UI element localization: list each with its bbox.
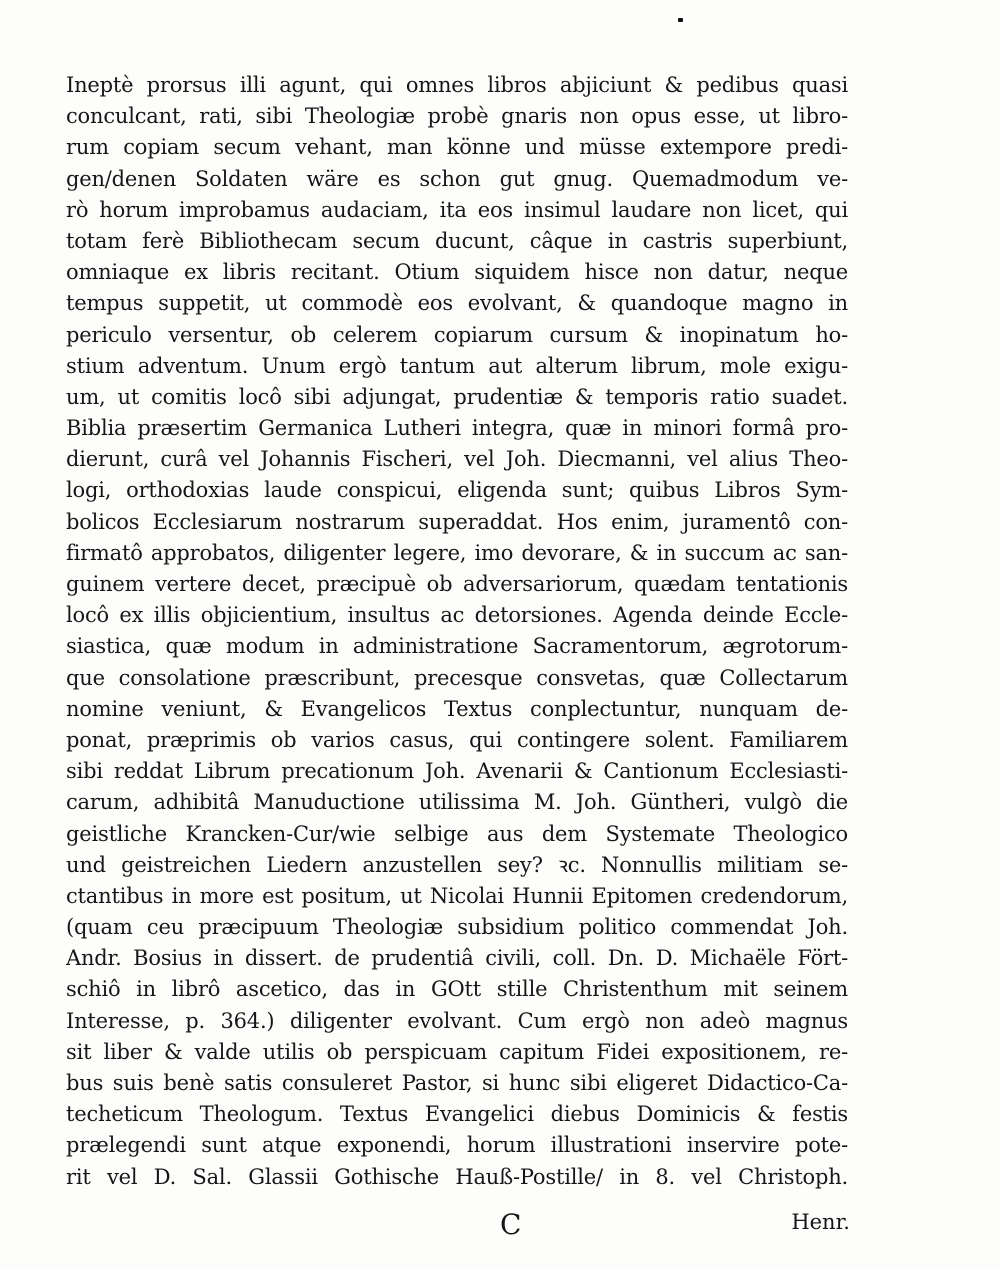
text-line: totam ferè Bibliothecam secum ducunt, câque in castris superbiunt, xyxy=(66,228,848,253)
catchword: Henr. xyxy=(791,1210,850,1234)
text-line: Biblia præsertim Germanica Lutheri integra, quæ in minori formâ pro- xyxy=(66,416,848,441)
text-line: omniaque ex libris recitant. Otium siquidem hisce non datur, neque xyxy=(66,260,848,285)
text-line: um, ut comitis locô sibi adjungat, prudentiæ & temporis ratio suadet. xyxy=(66,384,848,409)
text-line: rum copiam secum vehant, man könne und müsse extempore predi- xyxy=(66,135,848,160)
text-line: carum, adhibitâ Manuductione utilissima M. Joh. Güntheri, vulgò die xyxy=(66,790,848,815)
text-line: techeticum Theologum. Textus Evangelici diebus Dominicis & festis xyxy=(66,1102,848,1127)
text-line: sibi reddat Librum precationum Joh. Avenarii & Cantionum Ecclesiasti- xyxy=(66,759,848,784)
text-line: guinem vertere decet, præcipuè ob adversariorum, quædam tentationis xyxy=(66,572,848,596)
text-line: dierunt, curâ vel Johannis Fischeri, vel Joh. Diecmanni, vel alius Theo- xyxy=(66,447,848,472)
text-line: stium adventum. Unum ergò tantum aut alterum librum, mole exigu- xyxy=(66,353,848,378)
text-line: locô ex illis objicientium, insultus ac detorsiones. Agenda deinde Eccle- xyxy=(66,603,848,628)
text-line: geistliche Krancken-Cur/wie selbige aus dem Systemate Theologico xyxy=(66,821,848,846)
text-line: nomine veniunt, & Evangelicos Textus conplectuntur, nunquam de- xyxy=(66,696,848,721)
text-line: schiô in librô ascetico, das in GOtt stille Christenthum mit seinem xyxy=(66,977,848,1002)
text-line: Andr. Bosius in dissert. de prudentiâ civili, coll. Dn. D. Michaële Fört- xyxy=(66,946,848,971)
text-line: logi, orthodoxias laude conspicui, eligenda sunt; quibus Libros Sym- xyxy=(66,478,848,503)
text-line: rit vel D. Sal. Glassii Gothische Hauß-Postille/ in 8. vel Christoph. xyxy=(66,1164,848,1189)
text-line: conculcant, rati, sibi Theologiæ probè gnaris non opus esse, ut libro- xyxy=(66,104,848,129)
text-line: firmatô approbatos, diligenter legere, imo devorare, & in succum ac san- xyxy=(66,540,848,565)
speck-mark xyxy=(678,18,683,22)
text-line: Ineptè prorsus illi agunt, qui omnes libros abjiciunt & pedibus quasi xyxy=(66,73,848,97)
text-line: ctantibus in more est positum, ut Nicolai Hunnii Epitomen credendorum, xyxy=(66,883,848,908)
text-line: und geistreichen Liedern anzustellen sey? ꝛc. Nonnullis militiam se- xyxy=(66,852,848,877)
text-line: bus suis benè satis consuleret Pastor, si hunc sibi eligeret Didactico-Ca- xyxy=(66,1071,848,1095)
text-line: Interesse, p. 364.) diligenter evolvant. Cum ergò non adeò magnus xyxy=(66,1008,848,1033)
text-line: sit liber & valde utilis ob perspicuam capitum Fidei expositionem, re- xyxy=(66,1039,848,1064)
body-text xyxy=(66,70,848,1193)
signature-mark: C xyxy=(500,1208,522,1241)
text-line: prælegendi sunt atque exponendi, horum illustrationi inservire pote- xyxy=(66,1133,848,1158)
text-line: ponat, præprimis ob varios casus, qui contingere solent. Familiarem xyxy=(66,727,848,752)
text-line: rò horum improbamus audaciam, ita eos insimul laudare non licet, qui xyxy=(66,197,848,222)
text-line: periculo versentur, ob celerem copiarum cursum & inopinatum ho- xyxy=(66,322,848,347)
text-line: que consolatione præscribunt, precesque consvetas, quæ Collectarum xyxy=(66,665,848,690)
text-line: bolicos Ecclesiarum nostrarum superaddat. Hos enim, juramentô con- xyxy=(66,509,848,534)
text-line: gen/denen Soldaten wäre es schon gut gnug. Quemadmodum ve- xyxy=(66,166,848,191)
text-line: siastica, quæ modum in administratione Sacramentorum, ægrotorum- xyxy=(66,634,848,659)
text-line: (quam ceu præcipuum Theologiæ subsidium politico commendat Joh. xyxy=(66,915,848,940)
text-line: tempus suppetit, ut commodè eos evolvant, & quandoque magno in xyxy=(66,291,848,316)
